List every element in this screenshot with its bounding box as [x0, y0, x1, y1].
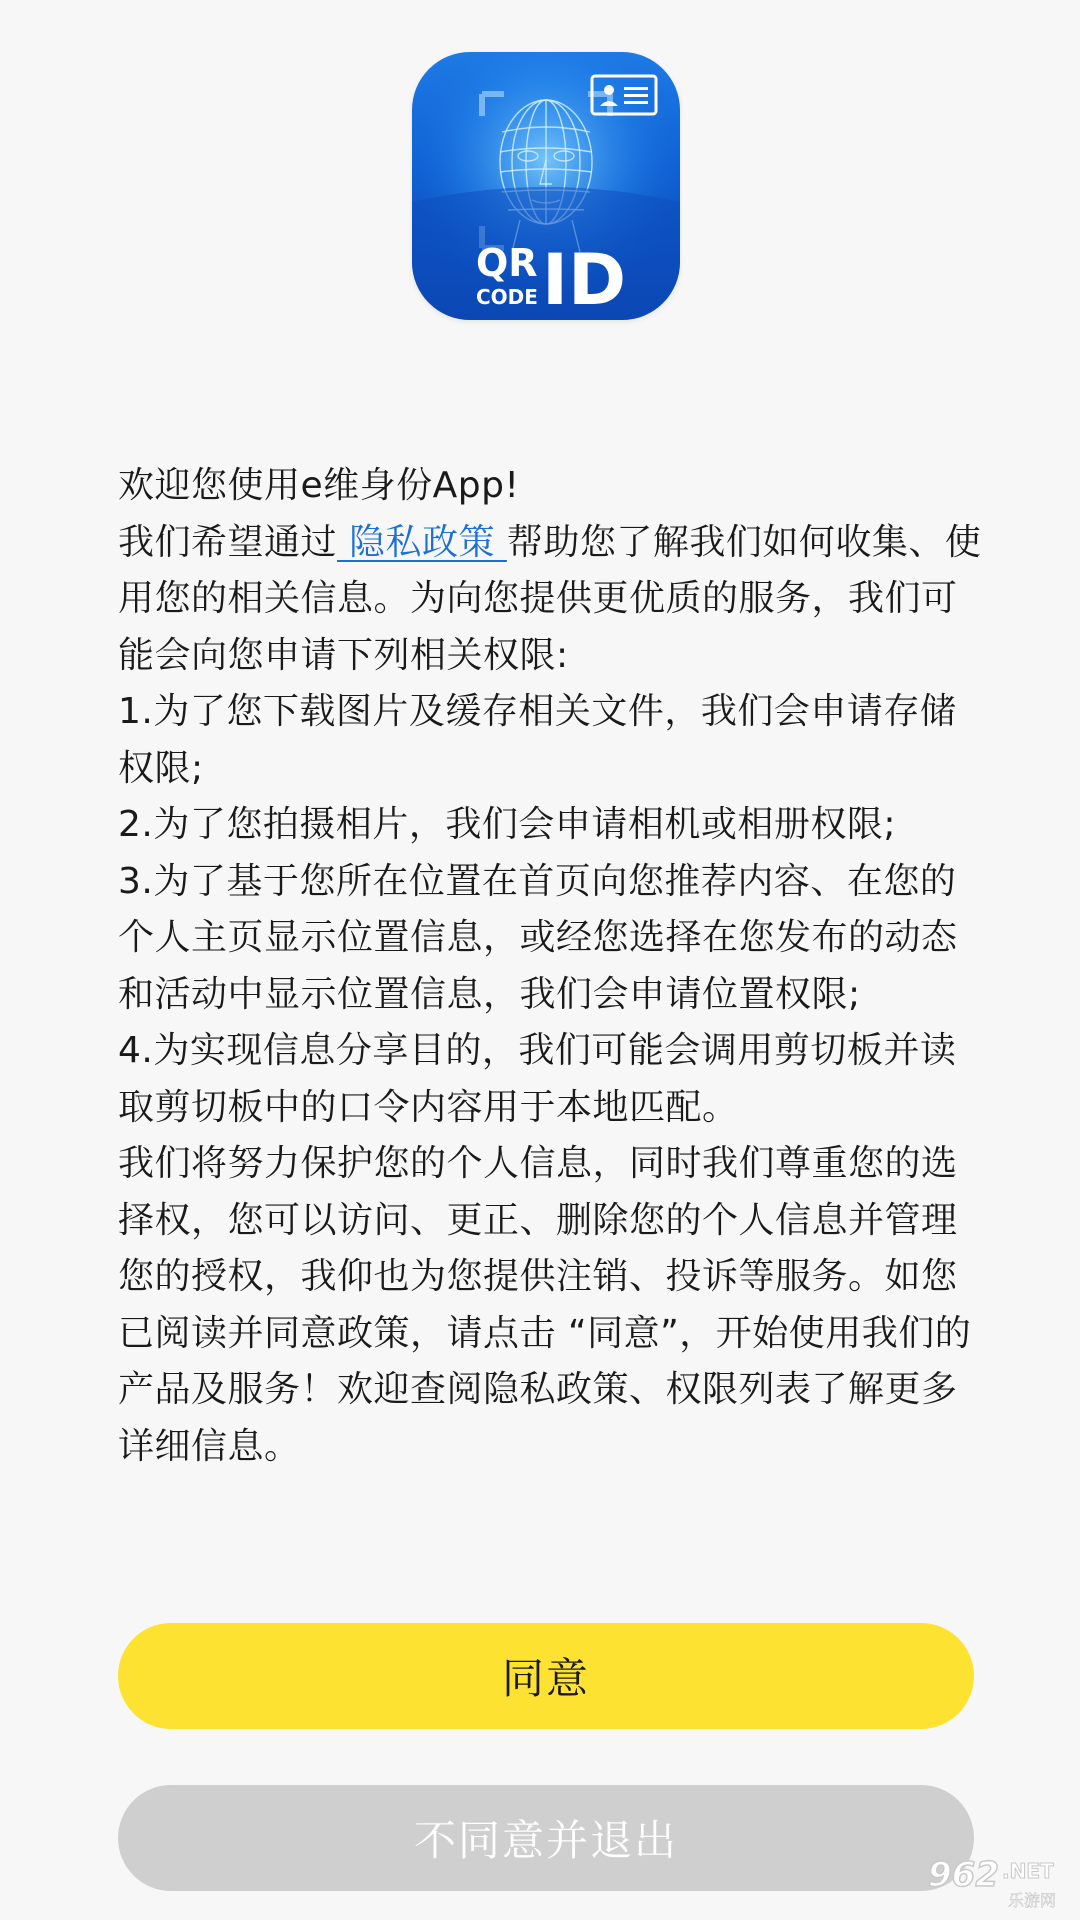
- privacy-closing: 我们将努力保护您的个人信息，同时我们尊重您的选择权，您可以访问、更正、删除您的个人信息并管理您的授权，我仰也为您提供注销、投诉等服务。如您已阅读并同意政策，请点击 “同意”，开始使用我们的产品及服务！欢迎查阅隐私政策、权限列表了解更多详细信息。: [118, 1143, 972, 1467]
- disagree-button-label: 不同意并退出: [413, 1816, 678, 1865]
- permission-item-clipboard: 4.为实现信息分享目的，我们可能会调用剪切板并读取剪切板中的口令内容用于本地匹配。: [118, 1030, 957, 1128]
- svg-text:乐游网: 乐游网: [1008, 1891, 1057, 1910]
- svg-text:962: 962: [928, 1855, 999, 1895]
- agree-button[interactable]: [118, 1623, 974, 1729]
- svg-text:.NET: .NET: [1002, 1859, 1054, 1883]
- privacy-notice: [118, 458, 984, 1475]
- svg-text:CODE: CODE: [476, 285, 538, 309]
- intro-before-link: 我们希望通过: [118, 521, 338, 563]
- greeting-text: 欢迎您使用e维身份App!: [118, 465, 520, 506]
- app-logo-icon: [412, 52, 680, 320]
- permission-item-storage: 1.为了您下载图片及缓存相关文件，我们会申请存储权限;: [118, 691, 957, 789]
- permission-item-location: 3.为了基于您所在位置在首页向您推荐内容、在您的个人主页显示位置信息，或经您选择在您发布的动态和活动中显示位置信息，我们会申请位置权限;: [118, 860, 958, 1015]
- svg-text:QR: QR: [476, 241, 538, 285]
- site-watermark-logo: [924, 1848, 1074, 1914]
- agree-button-label: 同意: [501, 1654, 590, 1703]
- privacy-policy-link[interactable]: 隐私政策: [337, 521, 507, 563]
- permission-item-camera: 2.为了您拍摄相片，我们会申请相机或相册权限;: [118, 804, 896, 845]
- privacy-intro: [118, 515, 984, 685]
- intro-after-link: 帮助您了解我们如何收集、使用您的相关信息。为向您提供更优质的服务，我们可能会向您申请下列相关权限:: [118, 521, 982, 676]
- disagree-exit-button[interactable]: [118, 1785, 974, 1891]
- svg-text:ID: ID: [542, 239, 627, 320]
